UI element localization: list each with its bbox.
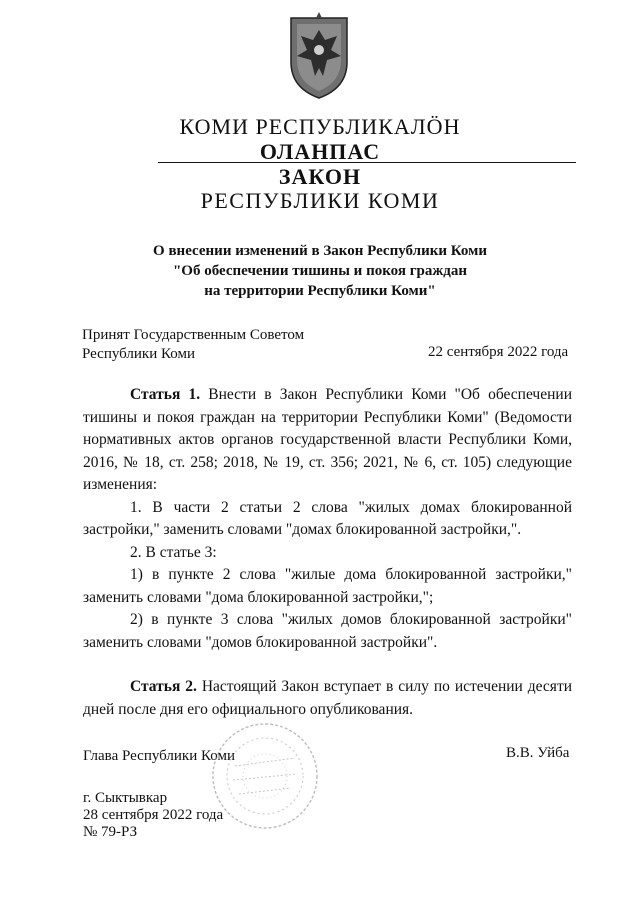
signatory-position: Глава Республики Коми bbox=[83, 748, 235, 764]
header-zakon: ЗАКОН bbox=[278, 164, 362, 189]
article-2-label: Статья 2. bbox=[130, 678, 197, 695]
law-title-line: О внесении изменений в Закон Республики Коми bbox=[153, 243, 487, 259]
header-divider bbox=[158, 162, 576, 163]
article-2-text: Настоящий Закон вступает в силу по истечении десяти дней после дня его официального опубликования. bbox=[83, 678, 573, 718]
article-1-intro bbox=[83, 384, 572, 497]
signatory-name: В.В. Уйба bbox=[506, 745, 570, 761]
law-title-line: на территории Республики Коми" bbox=[204, 283, 436, 299]
article-2 bbox=[83, 676, 572, 721]
adoption-note bbox=[82, 326, 304, 364]
article-1-text: Внести в Закон Республики Коми "Об обеспечении тишины и покоя граждан на территории Республики Коми" (Ведомости нормативных актов органов государственной власти Республики Коми, 2016, № 18, ст. 258; 2018, № 19, ст. 356; 2021, № 6, ст. 105) следующие изменения: bbox=[83, 386, 572, 493]
adoption-date: 22 сентября 2022 года bbox=[428, 344, 569, 360]
law-title-line: "Об обеспечении тишины и покоя граждан bbox=[172, 263, 467, 279]
law-title bbox=[0, 241, 640, 301]
law-number: № 79-РЗ bbox=[83, 824, 138, 840]
article-1-item-2-2: 2) в пункте 3 слова "жилых домов блокированной застройки" заменить словами "домов блокированной застройки". bbox=[83, 611, 572, 651]
adoption-line: Республики Коми bbox=[82, 346, 195, 362]
header-republic-ru: РЕСПУБЛИКИ КОМИ bbox=[200, 188, 440, 213]
article-1-label: Статья 1. bbox=[130, 386, 201, 403]
adoption-line: Принят Государственным Советом bbox=[82, 327, 305, 343]
article-1-item-2: 2. В статье 3: bbox=[130, 543, 217, 561]
law-body bbox=[83, 384, 572, 721]
header-republic-komi: КОМИ РЕСПУБЛИКАЛÖН bbox=[179, 114, 461, 139]
article-1-item-1: 1. В части 2 статьи 2 слова "жилых домах блокированной застройки," заменить словами "домах блокированной застройки,". bbox=[83, 498, 572, 538]
place-and-date bbox=[83, 790, 223, 841]
header-olanpas: ОЛАНПАС bbox=[259, 139, 381, 164]
place-city: г. Сыктывкар bbox=[83, 790, 168, 806]
place-date: 28 сентября 2022 года bbox=[83, 807, 224, 823]
coat-of-arms-emblem bbox=[283, 10, 355, 100]
article-1-item-2-1: 1) в пункте 2 слова "жилые дома блокированной застройки," заменить словами "дома блокированной застройки,"; bbox=[83, 566, 572, 606]
